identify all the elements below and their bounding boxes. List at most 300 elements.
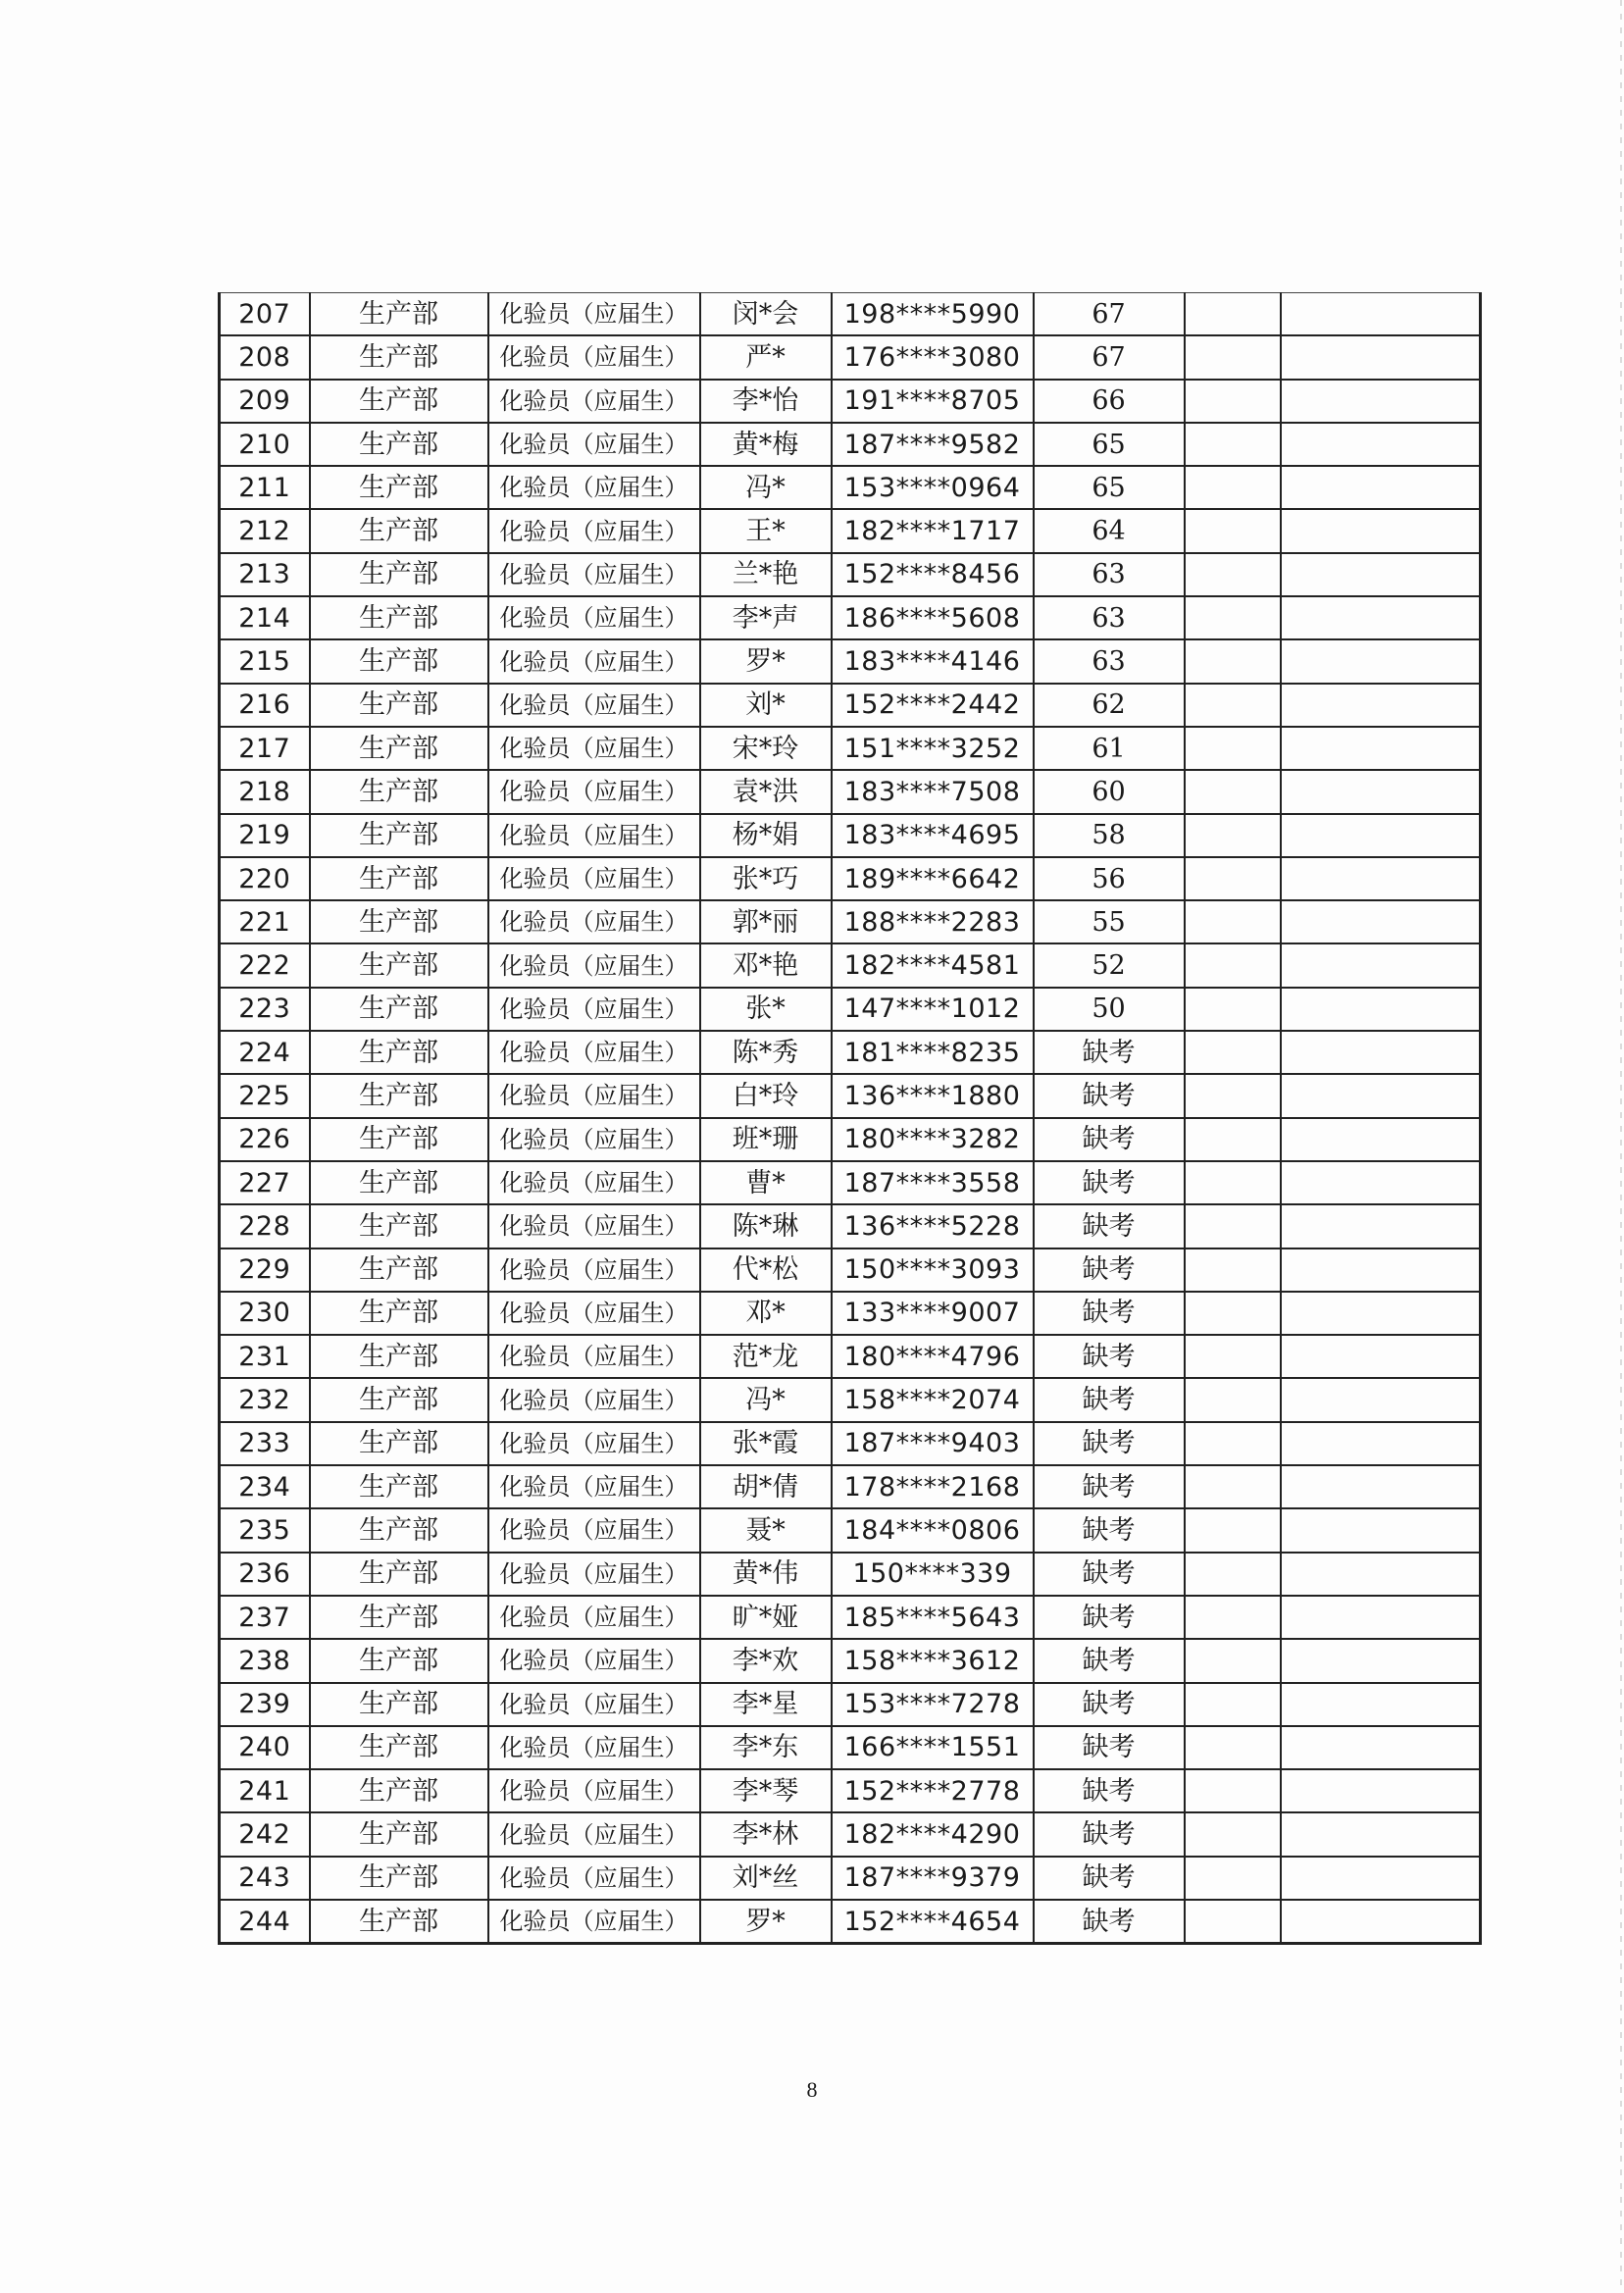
cell-name: 黄*梅 bbox=[700, 423, 832, 466]
cell-empty bbox=[1185, 1118, 1281, 1161]
results-table bbox=[218, 292, 1482, 1945]
cell-phone: 182****4581 bbox=[832, 943, 1034, 987]
cell-name: 冯* bbox=[700, 466, 832, 509]
cell-number: 240 bbox=[220, 1726, 310, 1769]
cell-empty bbox=[1185, 1769, 1281, 1812]
table-row bbox=[220, 943, 1481, 987]
cell-department: 生产部 bbox=[310, 1248, 488, 1292]
cell-position: 化验员（应届生） bbox=[488, 814, 700, 857]
cell-empty bbox=[1281, 1292, 1481, 1335]
cell-score: 56 bbox=[1034, 857, 1185, 900]
cell-position: 化验员（应届生） bbox=[488, 1596, 700, 1639]
table-row bbox=[220, 1812, 1481, 1856]
cell-name: 刘*丝 bbox=[700, 1857, 832, 1900]
cell-score: 缺考 bbox=[1034, 1639, 1185, 1682]
cell-name: 袁*洪 bbox=[700, 770, 832, 813]
cell-empty bbox=[1281, 1639, 1481, 1682]
cell-empty bbox=[1281, 1161, 1481, 1204]
cell-empty bbox=[1185, 553, 1281, 596]
cell-score: 缺考 bbox=[1034, 1857, 1185, 1900]
cell-number: 242 bbox=[220, 1812, 310, 1856]
cell-empty bbox=[1281, 1857, 1481, 1900]
cell-position: 化验员（应届生） bbox=[488, 1812, 700, 1856]
cell-empty bbox=[1185, 509, 1281, 552]
cell-score: 缺考 bbox=[1034, 1161, 1185, 1204]
cell-position: 化验员（应届生） bbox=[488, 943, 700, 987]
cell-score: 缺考 bbox=[1034, 1769, 1185, 1812]
table-row bbox=[220, 423, 1481, 466]
cell-phone: 166****1551 bbox=[832, 1726, 1034, 1769]
cell-empty bbox=[1281, 1596, 1481, 1639]
cell-number: 216 bbox=[220, 684, 310, 727]
cell-name: 旷*娅 bbox=[700, 1596, 832, 1639]
cell-score: 65 bbox=[1034, 423, 1185, 466]
cell-position: 化验员（应届生） bbox=[488, 727, 700, 770]
cell-department: 生产部 bbox=[310, 1769, 488, 1812]
cell-empty bbox=[1185, 1204, 1281, 1248]
cell-empty bbox=[1185, 596, 1281, 639]
cell-department: 生产部 bbox=[310, 1335, 488, 1378]
cell-name: 李*东 bbox=[700, 1726, 832, 1769]
cell-position: 化验员（应届生） bbox=[488, 1769, 700, 1812]
cell-number: 236 bbox=[220, 1553, 310, 1596]
cell-number: 219 bbox=[220, 814, 310, 857]
cell-number: 238 bbox=[220, 1639, 310, 1682]
cell-position: 化验员（应届生） bbox=[488, 1508, 700, 1552]
cell-number: 227 bbox=[220, 1161, 310, 1204]
cell-department: 生产部 bbox=[310, 639, 488, 683]
cell-number: 224 bbox=[220, 1031, 310, 1074]
cell-score: 63 bbox=[1034, 596, 1185, 639]
cell-name: 郭*丽 bbox=[700, 900, 832, 943]
cell-number: 244 bbox=[220, 1900, 310, 1944]
cell-name: 闵*会 bbox=[700, 293, 832, 336]
cell-score: 50 bbox=[1034, 988, 1185, 1031]
table-row bbox=[220, 1031, 1481, 1074]
cell-empty bbox=[1281, 1553, 1481, 1596]
cell-empty bbox=[1185, 1292, 1281, 1335]
cell-position: 化验员（应届生） bbox=[488, 509, 700, 552]
cell-department: 生产部 bbox=[310, 684, 488, 727]
cell-position: 化验员（应届生） bbox=[488, 770, 700, 813]
table-row bbox=[220, 466, 1481, 509]
cell-number: 239 bbox=[220, 1683, 310, 1726]
cell-position: 化验员（应届生） bbox=[488, 1118, 700, 1161]
table-row bbox=[220, 1335, 1481, 1378]
cell-department: 生产部 bbox=[310, 1118, 488, 1161]
cell-department: 生产部 bbox=[310, 727, 488, 770]
cell-department: 生产部 bbox=[310, 770, 488, 813]
cell-position: 化验员（应届生） bbox=[488, 335, 700, 379]
cell-number: 231 bbox=[220, 1335, 310, 1378]
cell-name: 代*松 bbox=[700, 1248, 832, 1292]
cell-number: 207 bbox=[220, 293, 310, 336]
cell-department: 生产部 bbox=[310, 1378, 488, 1421]
cell-department: 生产部 bbox=[310, 1553, 488, 1596]
cell-score: 65 bbox=[1034, 466, 1185, 509]
cell-position: 化验员（应届生） bbox=[488, 380, 700, 423]
cell-department: 生产部 bbox=[310, 857, 488, 900]
cell-empty bbox=[1281, 335, 1481, 379]
cell-empty bbox=[1281, 1769, 1481, 1812]
cell-name: 邓*艳 bbox=[700, 943, 832, 987]
cell-name: 邓* bbox=[700, 1292, 832, 1335]
cell-phone: 147****1012 bbox=[832, 988, 1034, 1031]
cell-empty bbox=[1281, 1726, 1481, 1769]
cell-number: 233 bbox=[220, 1422, 310, 1465]
cell-score: 缺考 bbox=[1034, 1248, 1185, 1292]
cell-name: 班*珊 bbox=[700, 1118, 832, 1161]
cell-name: 张*巧 bbox=[700, 857, 832, 900]
cell-name: 陈*秀 bbox=[700, 1031, 832, 1074]
table-row bbox=[220, 1900, 1481, 1944]
cell-department: 生产部 bbox=[310, 1857, 488, 1900]
table-row bbox=[220, 1422, 1481, 1465]
cell-department: 生产部 bbox=[310, 1465, 488, 1508]
cell-empty bbox=[1185, 423, 1281, 466]
scan-edge-mark bbox=[1620, 0, 1622, 2293]
cell-phone: 187****9379 bbox=[832, 1857, 1034, 1900]
cell-position: 化验员（应届生） bbox=[488, 466, 700, 509]
cell-empty bbox=[1281, 1031, 1481, 1074]
table-row bbox=[220, 814, 1481, 857]
cell-score: 缺考 bbox=[1034, 1683, 1185, 1726]
cell-phone: 191****8705 bbox=[832, 380, 1034, 423]
cell-empty bbox=[1185, 988, 1281, 1031]
table-row bbox=[220, 596, 1481, 639]
cell-number: 228 bbox=[220, 1204, 310, 1248]
cell-empty bbox=[1281, 596, 1481, 639]
cell-empty bbox=[1281, 380, 1481, 423]
cell-name: 严* bbox=[700, 335, 832, 379]
cell-empty bbox=[1281, 900, 1481, 943]
table-row bbox=[220, 857, 1481, 900]
cell-position: 化验员（应届生） bbox=[488, 1900, 700, 1944]
cell-phone: 184****0806 bbox=[832, 1508, 1034, 1552]
table-row bbox=[220, 1292, 1481, 1335]
cell-number: 209 bbox=[220, 380, 310, 423]
table-row bbox=[220, 1553, 1481, 1596]
cell-phone: 182****1717 bbox=[832, 509, 1034, 552]
cell-phone: 189****6642 bbox=[832, 857, 1034, 900]
cell-phone: 183****4695 bbox=[832, 814, 1034, 857]
cell-empty bbox=[1281, 1378, 1481, 1421]
cell-number: 217 bbox=[220, 727, 310, 770]
table-row bbox=[220, 988, 1481, 1031]
cell-phone: 181****8235 bbox=[832, 1031, 1034, 1074]
table-row bbox=[220, 770, 1481, 813]
cell-position: 化验员（应届生） bbox=[488, 1553, 700, 1596]
cell-number: 232 bbox=[220, 1378, 310, 1421]
table-row bbox=[220, 1683, 1481, 1726]
cell-empty bbox=[1281, 1465, 1481, 1508]
cell-name: 兰*艳 bbox=[700, 553, 832, 596]
cell-empty bbox=[1185, 639, 1281, 683]
cell-empty bbox=[1281, 639, 1481, 683]
cell-name: 李*声 bbox=[700, 596, 832, 639]
cell-phone: 133****9007 bbox=[832, 1292, 1034, 1335]
cell-score: 66 bbox=[1034, 380, 1185, 423]
cell-position: 化验员（应届生） bbox=[488, 857, 700, 900]
cell-score: 缺考 bbox=[1034, 1596, 1185, 1639]
cell-phone: 187****3558 bbox=[832, 1161, 1034, 1204]
cell-number: 235 bbox=[220, 1508, 310, 1552]
cell-number: 214 bbox=[220, 596, 310, 639]
cell-number: 226 bbox=[220, 1118, 310, 1161]
cell-number: 213 bbox=[220, 553, 310, 596]
cell-name: 聂* bbox=[700, 1508, 832, 1552]
cell-department: 生产部 bbox=[310, 335, 488, 379]
cell-name: 李*琴 bbox=[700, 1769, 832, 1812]
cell-score: 67 bbox=[1034, 293, 1185, 336]
cell-name: 胡*倩 bbox=[700, 1465, 832, 1508]
cell-position: 化验员（应届生） bbox=[488, 1726, 700, 1769]
cell-empty bbox=[1281, 684, 1481, 727]
cell-score: 缺考 bbox=[1034, 1422, 1185, 1465]
cell-department: 生产部 bbox=[310, 1074, 488, 1117]
table-row bbox=[220, 1726, 1481, 1769]
cell-position: 化验员（应届生） bbox=[488, 1639, 700, 1682]
cell-empty bbox=[1185, 1031, 1281, 1074]
cell-empty bbox=[1281, 770, 1481, 813]
cell-number: 215 bbox=[220, 639, 310, 683]
cell-position: 化验员（应届生） bbox=[488, 1378, 700, 1421]
table-row bbox=[220, 639, 1481, 683]
table-row bbox=[220, 1378, 1481, 1421]
cell-name: 罗* bbox=[700, 639, 832, 683]
cell-empty bbox=[1185, 684, 1281, 727]
cell-empty bbox=[1185, 1596, 1281, 1639]
cell-number: 234 bbox=[220, 1465, 310, 1508]
results-table-wrapper bbox=[218, 292, 1479, 1945]
cell-position: 化验员（应届生） bbox=[488, 1248, 700, 1292]
cell-number: 230 bbox=[220, 1292, 310, 1335]
cell-score: 缺考 bbox=[1034, 1118, 1185, 1161]
cell-empty bbox=[1185, 1683, 1281, 1726]
cell-phone: 180****4796 bbox=[832, 1335, 1034, 1378]
table-row bbox=[220, 727, 1481, 770]
cell-score: 缺考 bbox=[1034, 1292, 1185, 1335]
cell-score: 64 bbox=[1034, 509, 1185, 552]
cell-department: 生产部 bbox=[310, 596, 488, 639]
cell-department: 生产部 bbox=[310, 1508, 488, 1552]
cell-score: 缺考 bbox=[1034, 1335, 1185, 1378]
cell-score: 55 bbox=[1034, 900, 1185, 943]
cell-empty bbox=[1281, 1118, 1481, 1161]
cell-position: 化验员（应届生） bbox=[488, 1292, 700, 1335]
cell-empty bbox=[1185, 1378, 1281, 1421]
cell-empty bbox=[1185, 1726, 1281, 1769]
cell-number: 210 bbox=[220, 423, 310, 466]
cell-empty bbox=[1185, 857, 1281, 900]
cell-score: 63 bbox=[1034, 639, 1185, 683]
cell-position: 化验员（应届生） bbox=[488, 1204, 700, 1248]
cell-empty bbox=[1185, 727, 1281, 770]
cell-score: 缺考 bbox=[1034, 1465, 1185, 1508]
cell-empty bbox=[1281, 1335, 1481, 1378]
cell-score: 缺考 bbox=[1034, 1812, 1185, 1856]
cell-empty bbox=[1281, 1422, 1481, 1465]
cell-department: 生产部 bbox=[310, 900, 488, 943]
cell-phone: 151****3252 bbox=[832, 727, 1034, 770]
cell-department: 生产部 bbox=[310, 814, 488, 857]
table-row bbox=[220, 509, 1481, 552]
cell-empty bbox=[1185, 1248, 1281, 1292]
table-row bbox=[220, 684, 1481, 727]
cell-name: 杨*娟 bbox=[700, 814, 832, 857]
table-row bbox=[220, 1204, 1481, 1248]
cell-department: 生产部 bbox=[310, 423, 488, 466]
cell-phone: 186****5608 bbox=[832, 596, 1034, 639]
cell-empty bbox=[1185, 1074, 1281, 1117]
cell-empty bbox=[1281, 466, 1481, 509]
cell-phone: 185****5643 bbox=[832, 1596, 1034, 1639]
cell-position: 化验员（应届生） bbox=[488, 900, 700, 943]
cell-name: 李*欢 bbox=[700, 1639, 832, 1682]
cell-department: 生产部 bbox=[310, 1204, 488, 1248]
cell-empty bbox=[1281, 423, 1481, 466]
cell-position: 化验员（应届生） bbox=[488, 1422, 700, 1465]
cell-empty bbox=[1185, 380, 1281, 423]
cell-empty bbox=[1185, 1422, 1281, 1465]
cell-phone: 183****4146 bbox=[832, 639, 1034, 683]
cell-phone: 182****4290 bbox=[832, 1812, 1034, 1856]
cell-phone: 183****7508 bbox=[832, 770, 1034, 813]
cell-phone: 158****3612 bbox=[832, 1639, 1034, 1682]
table-row bbox=[220, 1161, 1481, 1204]
cell-empty bbox=[1281, 553, 1481, 596]
cell-phone: 136****1880 bbox=[832, 1074, 1034, 1117]
cell-department: 生产部 bbox=[310, 509, 488, 552]
cell-phone: 150****3093 bbox=[832, 1248, 1034, 1292]
cell-empty bbox=[1281, 1900, 1481, 1944]
cell-number: 221 bbox=[220, 900, 310, 943]
cell-phone: 152****2778 bbox=[832, 1769, 1034, 1812]
cell-empty bbox=[1281, 857, 1481, 900]
cell-phone: 152****2442 bbox=[832, 684, 1034, 727]
cell-department: 生产部 bbox=[310, 1726, 488, 1769]
table-row bbox=[220, 1508, 1481, 1552]
cell-number: 225 bbox=[220, 1074, 310, 1117]
cell-number: 243 bbox=[220, 1857, 310, 1900]
cell-score: 缺考 bbox=[1034, 1900, 1185, 1944]
cell-empty bbox=[1185, 293, 1281, 336]
cell-score: 61 bbox=[1034, 727, 1185, 770]
cell-phone: 152****4654 bbox=[832, 1900, 1034, 1944]
cell-phone: 198****5990 bbox=[832, 293, 1034, 336]
cell-department: 生产部 bbox=[310, 1292, 488, 1335]
cell-phone: 153****0964 bbox=[832, 466, 1034, 509]
cell-empty bbox=[1185, 770, 1281, 813]
table-row bbox=[220, 1639, 1481, 1682]
cell-phone: 136****5228 bbox=[832, 1204, 1034, 1248]
table-row bbox=[220, 1074, 1481, 1117]
cell-empty bbox=[1281, 1204, 1481, 1248]
cell-department: 生产部 bbox=[310, 1031, 488, 1074]
cell-position: 化验员（应届生） bbox=[488, 1683, 700, 1726]
cell-department: 生产部 bbox=[310, 1161, 488, 1204]
cell-empty bbox=[1185, 1812, 1281, 1856]
cell-department: 生产部 bbox=[310, 553, 488, 596]
cell-phone: 153****7278 bbox=[832, 1683, 1034, 1726]
cell-department: 生产部 bbox=[310, 1422, 488, 1465]
cell-empty bbox=[1185, 335, 1281, 379]
cell-number: 220 bbox=[220, 857, 310, 900]
cell-score: 缺考 bbox=[1034, 1726, 1185, 1769]
table-row bbox=[220, 1596, 1481, 1639]
cell-number: 212 bbox=[220, 509, 310, 552]
cell-position: 化验员（应届生） bbox=[488, 1074, 700, 1117]
cell-name: 白*玲 bbox=[700, 1074, 832, 1117]
cell-position: 化验员（应届生） bbox=[488, 553, 700, 596]
cell-number: 223 bbox=[220, 988, 310, 1031]
table-row bbox=[220, 1118, 1481, 1161]
cell-empty bbox=[1185, 1465, 1281, 1508]
cell-score: 缺考 bbox=[1034, 1553, 1185, 1596]
cell-empty bbox=[1185, 1639, 1281, 1682]
cell-empty bbox=[1185, 1335, 1281, 1378]
cell-number: 241 bbox=[220, 1769, 310, 1812]
cell-name: 王* bbox=[700, 509, 832, 552]
cell-phone: 176****3080 bbox=[832, 335, 1034, 379]
cell-empty bbox=[1281, 1812, 1481, 1856]
cell-department: 生产部 bbox=[310, 293, 488, 336]
cell-phone: 187****9403 bbox=[832, 1422, 1034, 1465]
cell-empty bbox=[1281, 1074, 1481, 1117]
cell-score: 缺考 bbox=[1034, 1508, 1185, 1552]
cell-score: 52 bbox=[1034, 943, 1185, 987]
table-row bbox=[220, 380, 1481, 423]
cell-empty bbox=[1281, 1248, 1481, 1292]
cell-empty bbox=[1185, 814, 1281, 857]
cell-score: 62 bbox=[1034, 684, 1185, 727]
cell-empty bbox=[1185, 1508, 1281, 1552]
cell-department: 生产部 bbox=[310, 988, 488, 1031]
cell-position: 化验员（应届生） bbox=[488, 1031, 700, 1074]
table-row bbox=[220, 1465, 1481, 1508]
cell-number: 229 bbox=[220, 1248, 310, 1292]
cell-score: 60 bbox=[1034, 770, 1185, 813]
cell-empty bbox=[1281, 293, 1481, 336]
table-row bbox=[220, 1248, 1481, 1292]
cell-phone: 180****3282 bbox=[832, 1118, 1034, 1161]
cell-score: 缺考 bbox=[1034, 1204, 1185, 1248]
cell-position: 化验员（应届生） bbox=[488, 1335, 700, 1378]
cell-name: 陈*琳 bbox=[700, 1204, 832, 1248]
cell-department: 生产部 bbox=[310, 466, 488, 509]
cell-department: 生产部 bbox=[310, 1900, 488, 1944]
cell-empty bbox=[1281, 814, 1481, 857]
cell-empty bbox=[1185, 1857, 1281, 1900]
cell-phone: 158****2074 bbox=[832, 1378, 1034, 1421]
cell-name: 张*霞 bbox=[700, 1422, 832, 1465]
cell-score: 缺考 bbox=[1034, 1074, 1185, 1117]
cell-empty bbox=[1185, 943, 1281, 987]
table-row bbox=[220, 1857, 1481, 1900]
cell-name: 冯* bbox=[700, 1378, 832, 1421]
cell-score: 58 bbox=[1034, 814, 1185, 857]
cell-phone: 187****9582 bbox=[832, 423, 1034, 466]
cell-number: 237 bbox=[220, 1596, 310, 1639]
cell-position: 化验员（应届生） bbox=[488, 684, 700, 727]
cell-empty bbox=[1185, 466, 1281, 509]
cell-phone: 188****2283 bbox=[832, 900, 1034, 943]
cell-empty bbox=[1281, 727, 1481, 770]
table-row bbox=[220, 900, 1481, 943]
cell-score: 67 bbox=[1034, 335, 1185, 379]
cell-number: 208 bbox=[220, 335, 310, 379]
cell-name: 张* bbox=[700, 988, 832, 1031]
